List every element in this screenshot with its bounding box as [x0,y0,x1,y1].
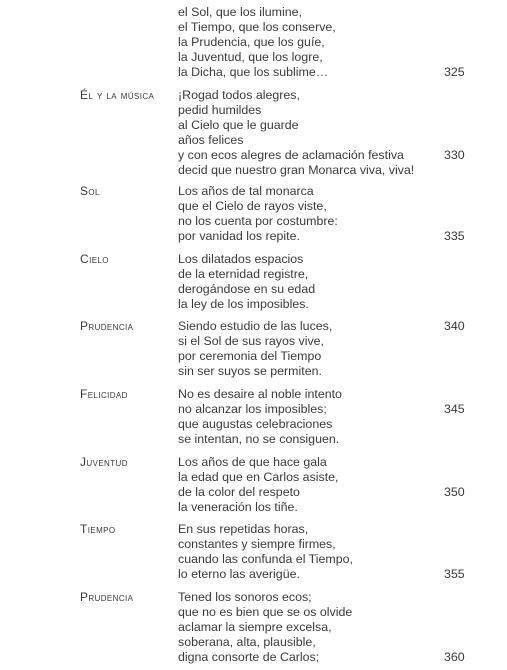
line-number: 350 [444,485,465,499]
verse-line: por ceremonia del Tiempo [178,349,322,363]
line-number: 360 [444,650,465,664]
verse-line: el Tiempo, que los conserve, [178,20,336,34]
verse-line: ¡Rogad todos alegres, [178,88,300,102]
verse-line: la Dicha, que los sublime… [178,65,329,79]
verse-line: años felices [178,133,244,147]
verse-line: digna consorte de Carlos; [178,650,320,664]
verse-line: de la eternidad registre, [178,267,309,281]
verse-line: la veneración los tiñe. [178,500,298,514]
verse-line: Tened los sonoros ecos; [178,590,312,604]
verse-line: se intentan, no se consiguen. [178,432,340,446]
verse-line: por vanidad los repite. [178,229,300,243]
line-number: 340 [444,319,465,333]
verse-line: Los dilatados espacios [178,252,304,266]
verse-line: la Prudencia, que los guíe, [178,35,325,49]
verse-line: el Sol, que los ilumine, [178,5,302,19]
verse-line: lo eterno las averigüe. [178,567,300,581]
verse-line: derogándose en su edad [178,282,316,296]
verse-line: la edad que en Carlos asiste, [178,470,339,484]
verse-line: No es desaire al noble intento [178,387,342,401]
verse-line: pedid humildes [178,103,262,117]
verse-line: la Juventud, que los logre, [178,50,323,64]
verse-line: sin ser suyos se permiten. [178,364,322,378]
speaker-label: Cielo [80,252,109,266]
speaker-label: Sol [80,184,100,198]
verse-line: no los cuenta por costumbre: [178,214,338,228]
verse-line: decid que nuestro gran Monarca viva, viva! [178,163,415,177]
speaker-label: Tiempo [80,522,116,536]
verse-line: que augustas celebraciones [178,417,333,431]
speaker-label: Juventud [80,455,128,469]
verse-line: cuando las confunda el Tiempo, [178,552,353,566]
verse-line: Siendo estudio de las luces, [178,319,333,333]
verse-line: En sus repetidas horas, [178,522,309,536]
line-number: 345 [444,402,465,416]
verse-line: aclamar la siempre excelsa, [178,620,332,634]
verse-line: Los años de tal monarca [178,184,314,198]
verse-line: si el Sol de sus rayos vive, [178,334,324,348]
verse-line: de la color del respeto [178,485,300,499]
line-number: 330 [444,148,465,162]
line-number: 355 [444,567,465,581]
verse-line: no alcanzar los imposibles; [178,402,327,416]
verse-line: al Cielo que le guarde [178,118,299,132]
line-number: 335 [444,229,465,243]
verse-line: que el Cielo de rayos viste, [178,199,327,213]
line-number: 325 [444,65,465,79]
verse-line: soberana, alta, plausible, [178,635,316,649]
speaker-label: Prudencia [80,319,134,333]
speaker-label: Prudencia [80,590,134,604]
verse-line: que no es bien que se os olvide [178,605,353,619]
verse-line: la ley de los imposibles. [178,297,309,311]
speaker-label: Él y la música [80,88,155,102]
verse-line: y con ecos alegres de aclamación festiva [178,148,404,162]
speaker-label: Felicidad [80,387,128,401]
verse-line: Los años de que hace gala [178,455,327,469]
verse-line: constantes y siempre firmes, [178,537,336,551]
